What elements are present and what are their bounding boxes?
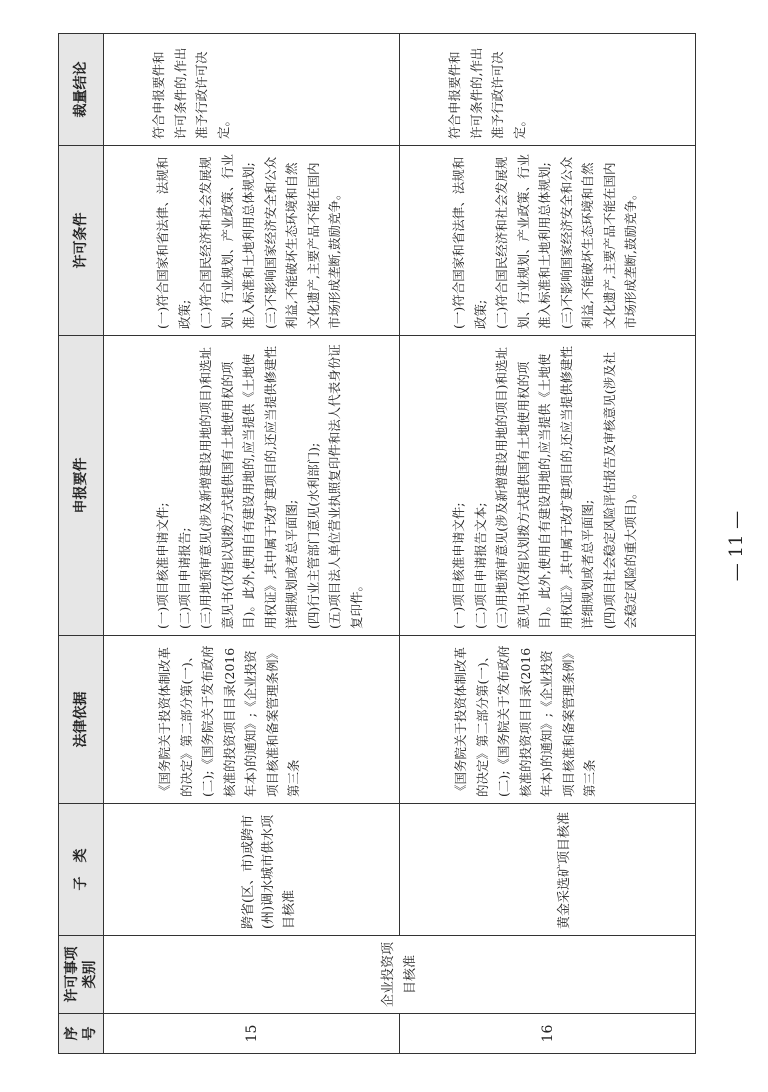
header-row [59, 34, 104, 1054]
legal-basis-cell: 《国务院关于投资体制改革的决定》第二部分第(一)、(二);《国务院关于发布政府核准的投资项目目录(2016年本)的通知》;《企业投资项目核准和备案管理条例》第三条 [400, 636, 696, 804]
material-item: (四)行业主管部门意见(水利部门); [305, 442, 321, 629]
material-item: (一)项目核准申请文件; [451, 502, 467, 629]
conclusion-cell: 符合申报要件和许可条件的,作出准予行政许可决定。 [400, 34, 696, 146]
subcategory-cell: 跨省(区、市)或跨市(州)调水城市供水项目核准 [104, 804, 400, 936]
material-item: (二)项目申请报告文本; [472, 502, 488, 629]
condition-item: (三)不影响国家经济安全和公众利益,不能破坏生态环境和自然文化遗产,主要产品不能在国内市场形成垄断,鼓励竞争。 [558, 156, 639, 329]
table-row [400, 34, 696, 1054]
condition-item: (一)符合国家和省法律、法规和政策; [451, 156, 488, 329]
material-item: (二)项目申请报告; [176, 527, 192, 629]
header-subcategory: 子 类 [59, 804, 104, 936]
conclusion-cell: 符合申报要件和许可条件的,作出准予行政许可决定。 [104, 34, 400, 146]
header-conclusion: 裁量结论 [59, 34, 104, 146]
conditions-cell [400, 146, 696, 336]
materials-cell [104, 336, 400, 636]
header-materials: 申报要件 [59, 336, 104, 636]
material-item: (三)用地预审意见(涉及新增建设用地的项目)和选址意见书(仅指以划拨方式提供国有土地使用权的项目)。此外,使用自有建设用地的,应当提供《土地使用权证》,其中属于改扩建项目的,还应当提供修建性详细规划或者总平面图; [494, 346, 596, 629]
material-item: (三)用地预审意见(涉及新增建设用地的项目)和选址意见书(仅指以划拨方式提供国有土地使用权的项目)。此外,使用自有建设用地的,应当提供《土地使用权证》,其中属于改扩建项目的,还应当提供修建性详细规划或者总平面图; [198, 346, 300, 629]
row-seq: 16 [400, 1014, 696, 1054]
category-cell: 企业投资项目核准 [104, 936, 696, 1014]
material-item: (五)项目法人单位营业执照复印件和法人代表身份证复印件。 [327, 344, 364, 629]
condition-item: (二)符合国民经济和社会发展规划、行业规划、产业政策、行业准入标准和土地利用总体规划; [198, 153, 257, 329]
page-number: — 11 — [726, 510, 747, 582]
header-legal-basis: 法律依据 [59, 636, 104, 804]
row-seq: 15 [104, 1014, 400, 1054]
header-category: 许可事项类别 [59, 936, 104, 1014]
condition-item: (二)符合国民经济和社会发展规划、行业规划、产业政策、行业准入标准和土地利用总体规划; [494, 153, 553, 329]
conditions-cell [104, 146, 400, 336]
header-seq: 序号 [59, 1014, 104, 1054]
legal-basis-cell: 《国务院关于投资体制改革的决定》第二部分第(一)、(二);《国务院关于发布政府核准的投资项目目录(2016年本)的通知》;《企业投资项目核准和备案管理条例》第三条 [104, 636, 400, 804]
header-conditions: 许可条件 [59, 146, 104, 336]
condition-item: (一)符合国家和省法律、法规和政策; [155, 156, 192, 329]
condition-item: (三)不影响国家经济安全和公众利益,不能破坏生态环境和自然文化遗产,主要产品不能在国内市场形成垄断,鼓励竞争。 [262, 156, 343, 329]
material-item: (四)项目社会稳定风险评估报告及审核意见(涉及社会稳定风险的重大项目)。 [601, 351, 639, 629]
permit-table [58, 33, 696, 1054]
table-row [104, 34, 400, 1054]
subcategory-cell: 黄金采选矿项目核准 [400, 804, 696, 936]
material-item: (一)项目核准申请文件; [155, 502, 171, 629]
materials-cell [400, 336, 696, 636]
